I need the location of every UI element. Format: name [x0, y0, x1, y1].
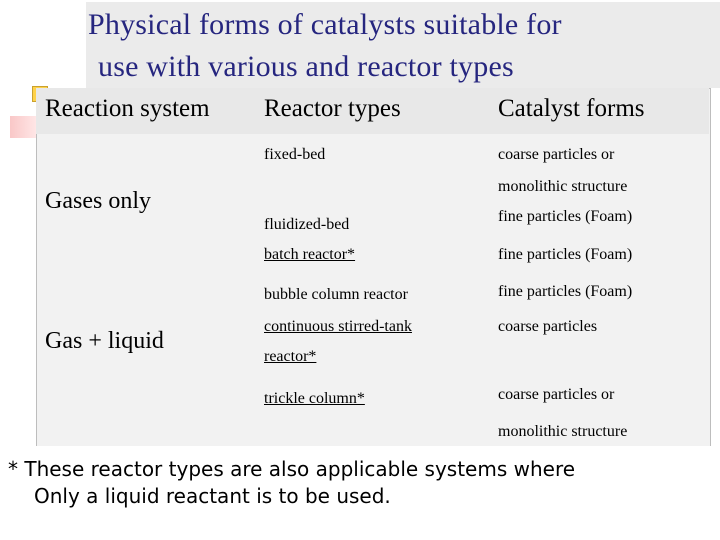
footnote: [8, 456, 712, 510]
reactor-fixed-bed: fixed-bed: [264, 146, 326, 163]
title-line-1: Physical forms of catalysts suitable for: [88, 8, 562, 41]
catalyst-fine-foam: fine particles (Foam): [498, 246, 633, 263]
catalyst-fine-foam: fine particles (Foam): [498, 283, 633, 300]
catalyst-monolithic: monolithic structure: [498, 423, 628, 440]
header-reactor-types: Reactor types: [264, 95, 401, 122]
header-reaction-system: Reaction system: [45, 95, 210, 122]
reactor-bubble-column: bubble column reactor: [264, 286, 408, 303]
title-line-2: use with various and reactor types: [98, 50, 514, 83]
reactor-fluidized-bed: fluidized-bed: [264, 216, 350, 233]
slide-title: [88, 4, 708, 88]
system-gas-liquid: Gas + liquid: [45, 328, 164, 354]
reactor-cstr-line-2: reactor*: [264, 348, 317, 365]
system-gases-only: Gases only: [45, 188, 151, 214]
catalyst-coarse-or: coarse particles or: [498, 386, 615, 403]
reactor-batch: batch reactor*: [264, 246, 356, 263]
decorative-bar: [10, 116, 36, 138]
catalyst-coarse-or: coarse particles or: [498, 146, 615, 163]
catalyst-coarse: coarse particles: [498, 318, 598, 335]
reactor-cstr-line-1: continuous stirred-tank: [264, 318, 412, 335]
footnote-line-2: Only a liquid reactant is to be used.: [34, 484, 391, 508]
header-catalyst-forms: Catalyst forms: [498, 95, 645, 122]
footnote-line-1: * These reactor types are also applicable systems where: [8, 457, 576, 481]
catalyst-monolithic: monolithic structure: [498, 178, 628, 195]
reactor-trickle-column: trickle column*: [264, 390, 365, 407]
catalyst-fine-foam: fine particles (Foam): [498, 208, 633, 225]
